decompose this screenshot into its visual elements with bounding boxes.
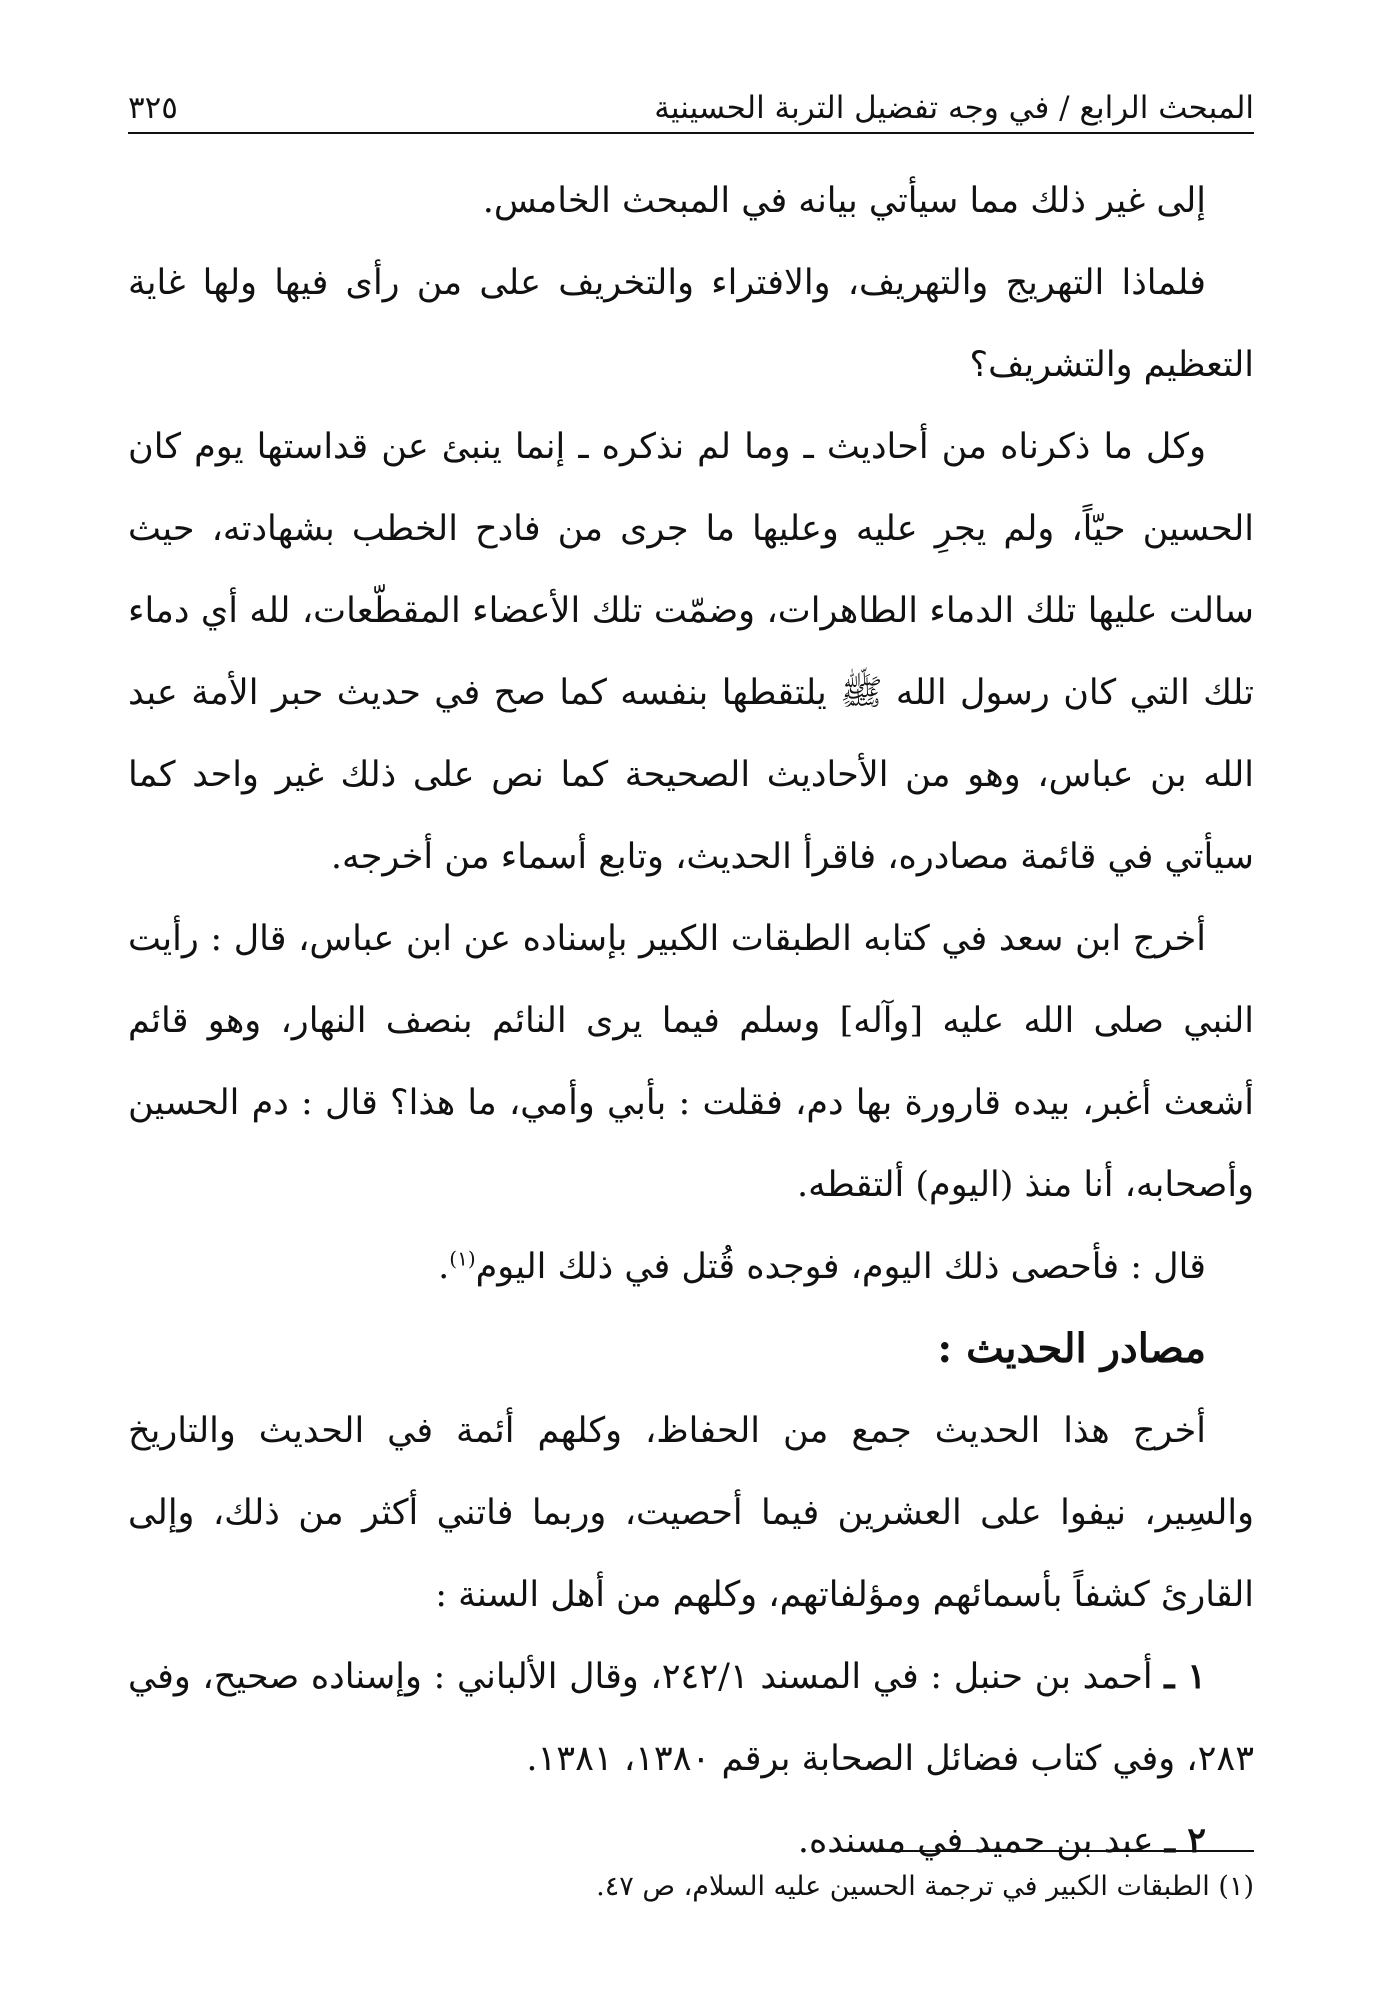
list-item-number: ١ ـ — [1164, 1656, 1206, 1697]
list-item — [128, 1636, 1254, 1800]
paragraph-4: أخرج ابن سعد في كتابه الطبقات الكبير بإسناده عن ابن عباس، قال : رأيت النبي صلى الله عليه [وآله] وسلم فيما يرى النائم بنصف النهار، وهو قائم أشعث أغبر، بيده قارورة بها دم، فقلت : بأبي وأمي، ما هذا؟ قال : دم الحسين وأصحابه، أنا منذ (اليوم) ألتقطه. — [128, 919, 1254, 1205]
paragraph-5 — [128, 1226, 1254, 1308]
header-title: المبحث الرابع / في وجه تفضيل التربة الحسينية — [654, 90, 1254, 126]
paragraph-3: وكل ما ذكرناه من أحاديث ـ وما لم نذكره ـ إنما ينبئ عن قداستها يوم كان الحسين حيّاً، ولم يجرِ عليه وعليها ما جرى من فادح الخطب بشهادته، حيث سالت عليها تلك الدماء الطاهرات، وضمّت تلك الأعضاء المقطّعات، لله أي دماء تلك التي كان رسول الله ﷺ يلتقطها بنفسه كما صح في حديث حبر الأمة عبد الله بن عباس، وهو من الأحاديث الصحيحة كما نص على ذلك غير واحد كما سيأتي في قائمة مصادره، فاقرأ الحديث، وتابع أسماء من أخرجه. — [128, 427, 1254, 877]
footnote-rule — [874, 1850, 1254, 1852]
header-rule — [128, 132, 1254, 134]
running-header — [128, 78, 1254, 126]
paragraph-6: أخرج هذا الحديث جمع من الحفاظ، وكلهم أئمة في الحديث والتاريخ والسِير، نيفوا على العشرين فيما أحصيت، وربما فاتني أكثر من ذلك، وإلى القارئ كشفاً بأسمائهم ومؤلفاتهم، وكلهم من أهل السنة : — [128, 1411, 1254, 1615]
paragraph-2: فلماذا التهريج والتهريف، والافتراء والتخريف على من رأى فيها ولها غاية التعظيم والتشريف؟ — [128, 263, 1254, 385]
list-item-text: عبد بن حميد في مسنده. — [797, 1821, 1154, 1861]
paragraph-1: إلى غير ذلك مما سيأتي بيانه في المبحث الخامس. — [482, 181, 1206, 221]
footnote: (١) الطبقات الكبير في ترجمة الحسين عليه السلام، ص ٤٧. — [596, 1871, 1254, 1902]
page-number: ٣٢٥ — [128, 90, 178, 126]
list-item-number: ٢ ـ — [1164, 1820, 1206, 1861]
section-heading: مصادر الحديث : — [937, 1325, 1206, 1372]
footnote-reference: (١) — [449, 1246, 476, 1271]
paragraph-5-text: قال : فأحصى ذلك اليوم، فوجده قُتل في ذلك اليوم — [475, 1247, 1206, 1287]
list-item-text: أحمد بن حنبل : في المسند ٢٤٢/١، وقال الألباني : وإسناده صحيح، وفي ٢٨٣، وفي كتاب فضائل الصحابة برقم ١٣٨٠، ١٣٨١. — [128, 1657, 1254, 1779]
paragraph-5-end: . — [438, 1247, 450, 1287]
body-text — [128, 160, 1254, 1882]
